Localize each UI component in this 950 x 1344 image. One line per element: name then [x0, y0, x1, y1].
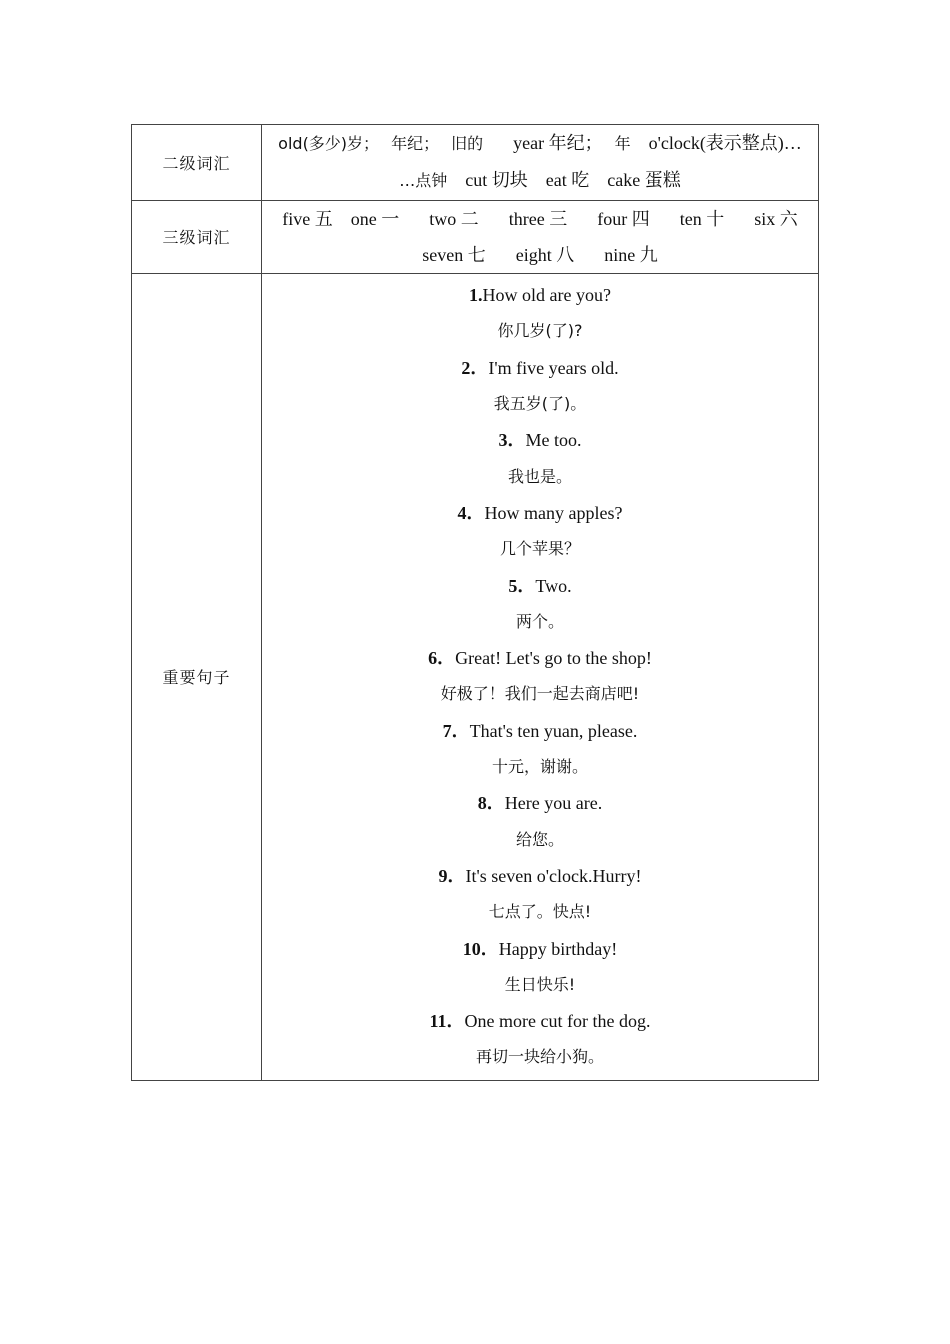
word-oclock-meaning: …点钟 — [399, 171, 448, 191]
sentence-english-text: Two. — [535, 575, 572, 596]
sentence-number: 11． — [429, 1011, 465, 1032]
sentence-english-text: How old are you? — [482, 285, 611, 306]
sentence-english — [262, 277, 818, 313]
word-four: four 四 — [597, 208, 650, 229]
sentence-english-text: I'm five years old. — [488, 357, 619, 378]
sentence-number: 10． — [462, 938, 499, 959]
level2-label: 二级词汇 — [132, 125, 262, 201]
word-five: five 五 — [282, 208, 333, 229]
sentence-english-text: Happy birthday! — [498, 938, 618, 959]
sentence-chinese: 几个苹果？ — [499, 539, 580, 559]
sentence-english — [262, 931, 818, 967]
sentence-number: 8． — [477, 793, 505, 814]
word-old: old(多少)岁； — [278, 134, 380, 153]
word-eight: eight 八 — [515, 244, 575, 265]
sentence-chinese: 十元，谢谢。 — [491, 757, 588, 777]
sentences-content — [262, 274, 819, 1081]
sentence-english-text: It's seven o'clock.Hurry! — [465, 865, 642, 886]
sentence-chinese: 两个。 — [515, 611, 564, 631]
word-cake: cake 蛋糕 — [607, 170, 681, 191]
sentence-english-text: That's ten yuan, please. — [469, 720, 638, 741]
sentence-number: 4． — [457, 502, 485, 523]
sentence-english — [262, 640, 818, 676]
word-oclock: o'clock(表示整点)… — [648, 133, 802, 153]
sentence-chinese: 生日快乐! — [504, 974, 576, 994]
level3-content — [262, 200, 819, 274]
sentence-chinese: 七点了。快点! — [488, 902, 592, 922]
sentence-number: 7． — [442, 720, 470, 741]
sentence-number: 5． — [508, 575, 536, 596]
sentence-chinese: 你几岁(了)? — [497, 321, 583, 341]
word-seven: seven 七 — [422, 244, 486, 265]
sentence-chinese: 我五岁(了)。 — [493, 394, 587, 414]
word-year-meaning: 年 — [614, 134, 631, 153]
word-nine: nine 九 — [604, 244, 658, 265]
word-six: six 六 — [754, 208, 798, 229]
word-cut: cut 切块 — [465, 170, 528, 191]
sentence-number: 3． — [498, 430, 526, 451]
sentence-english-text: Here you are. — [504, 793, 603, 814]
sentence-english — [262, 422, 818, 458]
sentence-number: 9． — [438, 865, 466, 886]
word-year: year 年纪； — [513, 133, 603, 153]
sentence-english — [262, 495, 818, 531]
word-ten: ten 十 — [679, 208, 725, 229]
sentence-english — [262, 858, 818, 894]
sentence-english-text: Me too. — [525, 430, 582, 451]
sentences-label: 重要句子 — [132, 274, 262, 1081]
level2-content — [262, 125, 819, 201]
level3-line-2 — [262, 237, 818, 273]
word-old-meaning: 旧的 — [451, 134, 484, 153]
vocabulary-table — [131, 124, 819, 1081]
word-two: two 二 — [429, 208, 479, 229]
sentence-chinese: 给您。 — [515, 829, 564, 849]
sentence-english-text: One more cut for the dog. — [464, 1011, 651, 1032]
sentence-chinese: 再切一块给小狗。 — [475, 1047, 604, 1067]
sentence-english-text: How many apples? — [484, 502, 623, 523]
sentence-chinese: 好极了！我们一起去商店吧! — [440, 684, 640, 704]
sentence-english — [262, 713, 818, 749]
level2-line-1 — [262, 125, 818, 162]
word-eat: eat 吃 — [545, 170, 590, 191]
sentence-chinese: 我也是。 — [507, 466, 572, 486]
level2-line-2 — [262, 162, 818, 199]
sentence-list — [262, 274, 818, 1080]
level3-line-1 — [262, 201, 818, 237]
sentence-english — [262, 1003, 818, 1039]
sentence-english — [262, 568, 818, 604]
word-one: one 一 — [350, 208, 400, 229]
level3-vocab-row — [132, 200, 819, 274]
word-age: 年纪； — [391, 134, 440, 153]
sentence-english-text: Great! Let's go to the shop! — [455, 648, 652, 669]
key-sentences-row — [132, 274, 819, 1081]
word-three: three 三 — [508, 208, 568, 229]
level2-vocab-row — [132, 125, 819, 201]
level3-label: 三级词汇 — [132, 200, 262, 274]
sentence-english — [262, 350, 818, 386]
sentence-english — [262, 785, 818, 821]
sentence-number: 6． — [428, 648, 456, 669]
sentence-number: 1. — [469, 285, 483, 306]
sentence-number: 2． — [461, 357, 489, 378]
